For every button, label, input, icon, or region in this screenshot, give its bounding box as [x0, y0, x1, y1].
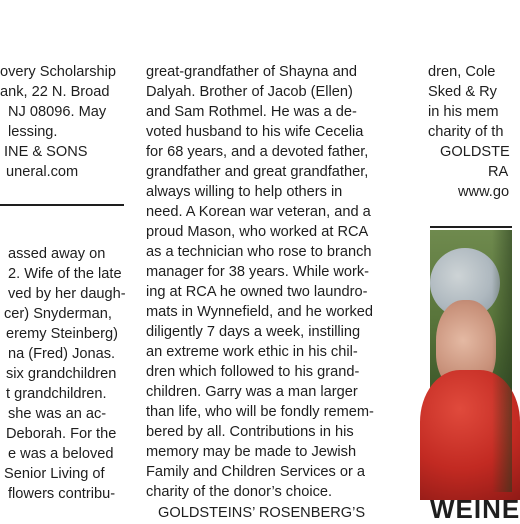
- text-line: assed away on: [8, 246, 106, 262]
- text-line: memory may be made to Jewish: [146, 444, 357, 460]
- text-line: ing at RCA he owned two laundro-: [146, 284, 368, 300]
- text-line: flowers contribu-: [8, 486, 116, 502]
- column-divider-rule: [0, 204, 124, 206]
- text-line: cer) Snyderman,: [4, 306, 112, 322]
- funeral-home-name: GOLDSTE: [440, 144, 510, 160]
- text-line: diligently 7 days a week, instilling: [146, 324, 361, 340]
- text-line: an extreme work ethic in his chil-: [146, 344, 358, 360]
- text-line: charity of the donor’s choice.: [146, 484, 333, 500]
- text-line: INE & SONS: [4, 144, 88, 160]
- text-line: dren, Cole: [428, 64, 496, 80]
- text-line: six grandchildren: [6, 366, 117, 382]
- text-line: manager for 38 years. While work-: [146, 264, 370, 280]
- obituary-headline-name: WEINE: [430, 494, 520, 524]
- portrait-photo: [430, 230, 512, 492]
- text-line: 2. Wife of the late: [8, 266, 122, 282]
- text-line: NJ 08096. May: [8, 104, 107, 120]
- text-line: ank, 22 N. Broad: [0, 84, 110, 100]
- text-line: RA: [488, 164, 509, 180]
- text-line: na (Fred) Jonas.: [8, 346, 116, 362]
- text-line: dren which followed to his grand-: [146, 364, 360, 380]
- column-divider-rule: [430, 226, 512, 228]
- text-line: Deborah. For the: [6, 426, 117, 442]
- text-line: lessing.: [8, 124, 58, 140]
- text-line: Family and Children Services or a: [146, 464, 365, 480]
- text-line: grandfather and great grandfather,: [146, 164, 369, 180]
- text-line: voted husband to his wife Cecelia: [146, 124, 364, 140]
- text-line: charity of th: [428, 124, 504, 140]
- text-line: t grandchildren.: [6, 386, 107, 402]
- text-line: as a technician who rose to branch: [146, 244, 372, 260]
- text-line: Dalyah. Brother of Jacob (Ellen): [146, 84, 353, 100]
- text-line: in his mem: [428, 104, 499, 120]
- text-line: Senior Living of: [4, 466, 105, 482]
- obituary-column-left: [0, 0, 126, 512]
- text-line: and Sam Rothmel. He was a de-: [146, 104, 357, 120]
- text-line: great-grandfather of Shayna and: [146, 64, 357, 80]
- text-line: always willing to help others in: [146, 184, 343, 200]
- text-line: bered by all. Contributions in his: [146, 424, 354, 440]
- text-line: ved by her daugh-: [8, 286, 126, 302]
- website-text: www.go: [458, 184, 510, 200]
- text-line: for 68 years, and a devoted father,: [146, 144, 369, 160]
- text-line: need. A Korean war veteran, and a: [146, 204, 371, 220]
- text-line: mats in Wynnefield, and he worked: [146, 304, 374, 320]
- photo-shade: [492, 230, 512, 492]
- text-line: e was a beloved: [8, 446, 114, 462]
- obituary-column-middle: [146, 0, 408, 521]
- text-line: than life, who will be fondly remem-: [146, 404, 374, 420]
- text-line: Sked & Ry: [428, 84, 497, 100]
- text-line: proud Mason, who worked at RCA: [146, 224, 369, 240]
- text-line: eremy Steinberg): [6, 326, 118, 342]
- text-line: overy Scholarship: [0, 64, 116, 80]
- funeral-home-name: GOLDSTEINS’ ROSENBERG’S: [158, 505, 366, 521]
- text-line: she was an ac-: [8, 406, 107, 422]
- text-line: uneral.com: [6, 164, 79, 180]
- text-line: children. Garry was a man larger: [146, 384, 358, 400]
